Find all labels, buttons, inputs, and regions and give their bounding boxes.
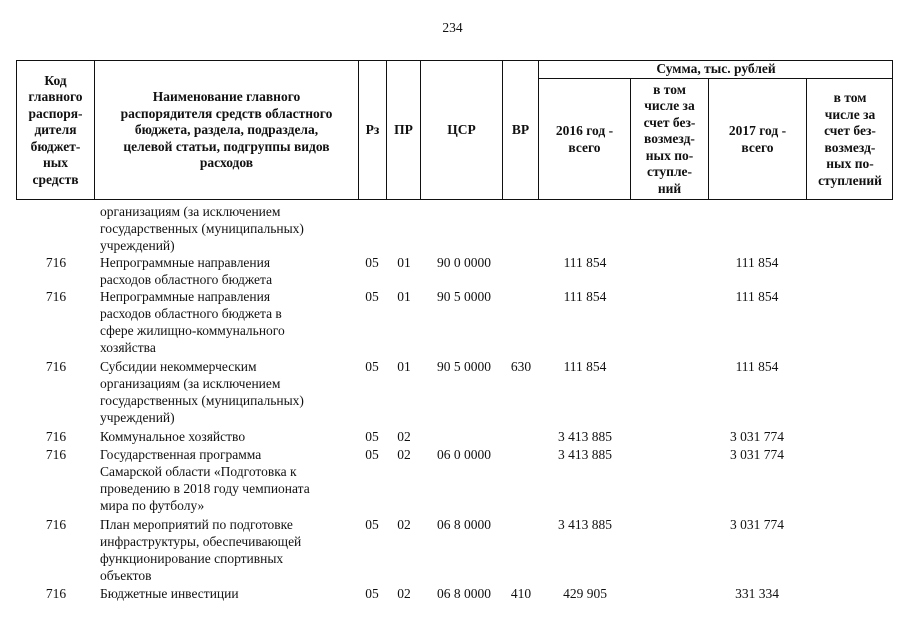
header-vr: ВР [511, 122, 530, 138]
row-csr: 90 5 0000 [437, 359, 491, 374]
header-name: Наименование главного распорядителя средств областного бюджета, раздела, подраздела, целевой статьи, подгруппы видов расходов [120, 89, 333, 171]
row-sum-2017: 331 334 [735, 586, 779, 601]
header-2016-free: в том числе за счет без- возмезд- ных по- ступле- ний [643, 81, 696, 196]
header-2017-total: 2017 год - всего [728, 123, 787, 155]
row-rz: 05 [365, 255, 379, 270]
row-vr: 410 [510, 586, 532, 601]
row-csr: 90 5 0000 [437, 289, 491, 304]
row-sum-2016: 3 413 885 [558, 447, 612, 462]
row-code: 716 [45, 359, 67, 374]
row-rz: 05 [365, 359, 379, 374]
row-sum-2017: 111 854 [735, 359, 779, 374]
row-name: Бюджетные инвестиции [100, 586, 239, 601]
row-pr: 01 [397, 359, 411, 374]
row-code: 716 [45, 586, 67, 601]
row-code: 716 [45, 447, 67, 462]
row-name: Государственная программа Самарской области «Подготовка к проведению в 2018 году чемпионата мира по футболу» [100, 447, 310, 513]
row-sum-2016: 111 854 [563, 359, 607, 374]
row-name: Непрограммные направления расходов областного бюджета [100, 255, 273, 287]
row-code: 716 [45, 517, 67, 532]
header-2016-total: 2016 год - всего [555, 123, 614, 155]
row-sum-2016: 3 413 885 [558, 429, 612, 444]
header-2017-free: в том числе за счет без- возмезд- ных по- ступлений [818, 90, 882, 188]
row-name: Непрограммные направления расходов областного бюджета в сфере жилищно-коммунального хозяйства [100, 289, 285, 355]
row-pr: 02 [397, 517, 411, 532]
row-rz: 05 [365, 517, 379, 532]
row-name: План мероприятий по подготовке инфраструктуры, обеспечивающей функционирование спортивных объектов [100, 517, 302, 583]
row-name: Субсидии некоммерческим организациям (за исключением государственных (муниципальных) учреждений) [100, 359, 304, 425]
row-code: 716 [45, 429, 67, 444]
row-rz: 05 [365, 447, 379, 462]
row-pr: 01 [397, 289, 411, 304]
row-sum-2016: 429 905 [563, 586, 607, 601]
row-vr: 630 [510, 359, 532, 374]
row-pr: 02 [397, 447, 411, 462]
header-csr: ЦСР [447, 122, 476, 138]
row-csr: 06 8 0000 [437, 586, 491, 601]
row-code: 716 [45, 289, 67, 304]
row-csr: 90 0 0000 [437, 255, 491, 270]
header-rz: Рз [365, 122, 380, 138]
row-code: 716 [45, 255, 67, 270]
row-name: организациям (за исключением государственных (муниципальных) учреждений) [100, 204, 304, 253]
row-name: Коммунальное хозяйство [100, 429, 246, 444]
row-sum-2017: 3 031 774 [730, 429, 784, 444]
row-sum-2017: 3 031 774 [730, 447, 784, 462]
row-sum-2016: 111 854 [563, 289, 607, 304]
row-sum-2016: 3 413 885 [558, 517, 612, 532]
row-sum-2017: 3 031 774 [730, 517, 784, 532]
row-csr: 06 8 0000 [437, 517, 491, 532]
row-csr: 06 0 0000 [437, 447, 491, 462]
header-sum: Сумма, тыс. рублей [656, 61, 776, 77]
row-sum-2017: 111 854 [735, 255, 779, 270]
row-sum-2017: 111 854 [735, 289, 779, 304]
row-pr: 02 [397, 429, 411, 444]
row-sum-2016: 111 854 [563, 255, 607, 270]
page-number: 234 [442, 20, 463, 35]
row-rz: 05 [365, 429, 379, 444]
header-code: Код главного распоря- дителя бюджет- ных средств [28, 72, 83, 187]
row-rz: 05 [365, 586, 379, 601]
row-pr: 01 [397, 255, 411, 270]
row-rz: 05 [365, 289, 379, 304]
header-pr: ПР [394, 122, 413, 138]
row-pr: 02 [397, 586, 411, 601]
